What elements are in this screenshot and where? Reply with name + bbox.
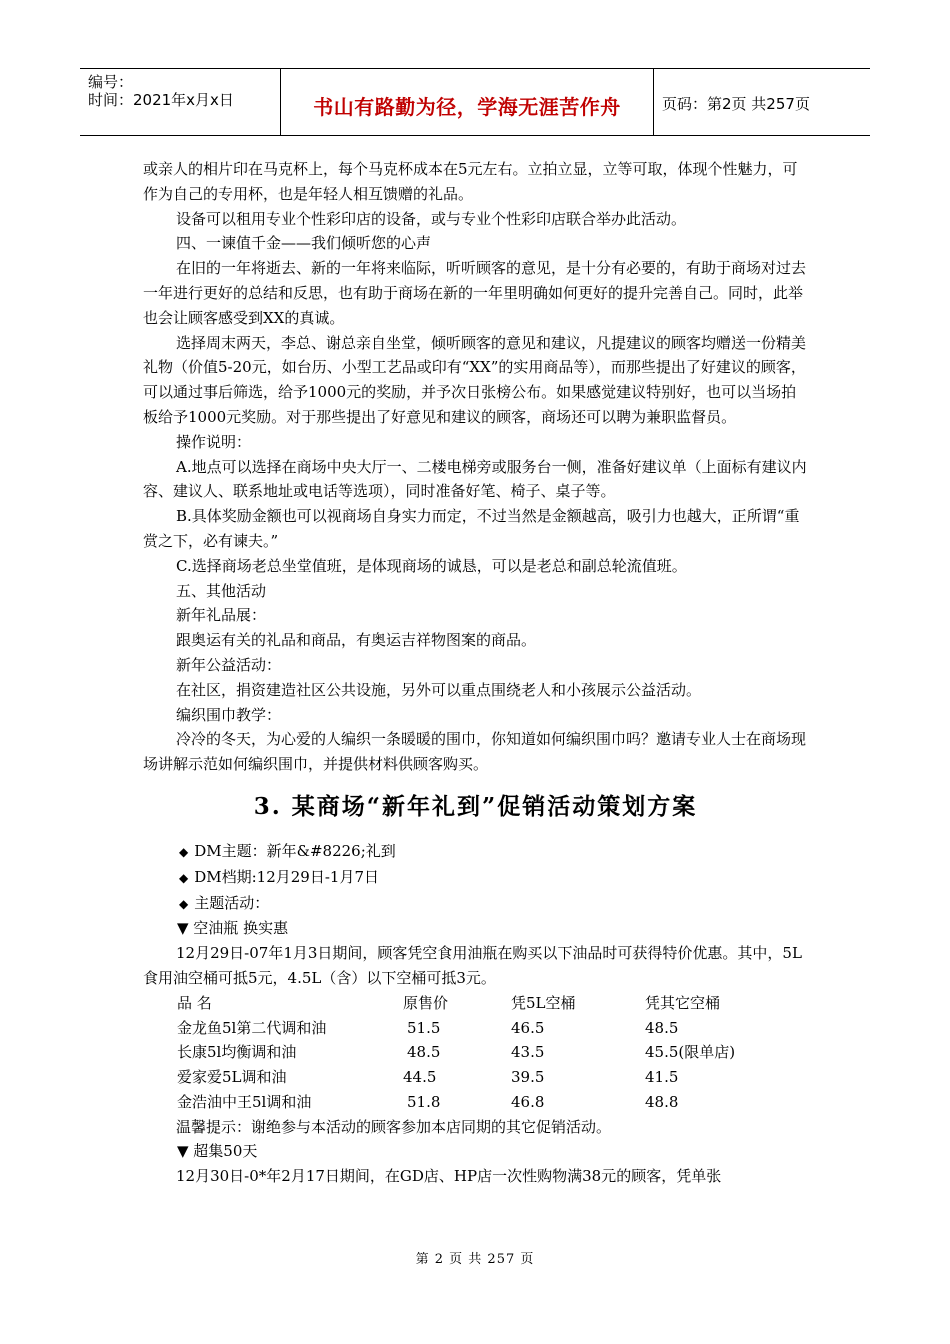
page-info: 页码：第2页 共257页 xyxy=(662,95,810,113)
section-title: 3. 某商场“新年礼到”促销活动策划方案 xyxy=(253,792,698,820)
table-cell: 51.5 xyxy=(407,1018,441,1037)
header-motto-cell xyxy=(281,69,654,135)
paragraph: 操作说明： xyxy=(176,432,252,451)
table-cell: 44.5 xyxy=(403,1068,437,1087)
table-cell: 46.5 xyxy=(511,1018,545,1037)
section-heading: 四、一谏值千金——我们倾听您的心声 xyxy=(176,234,432,253)
diamond-bullet-icon: ◆ xyxy=(179,870,189,885)
table-row xyxy=(177,1065,735,1090)
header-meta-cell xyxy=(80,69,281,135)
paragraph: 在旧的一年将逝去、新的一年将来临际，听听顾客的意见，是十分有必要的，有助于商场对过去一年进行更好的总结和反思，也有助于商场在新的一年里明确如何更好的提升完善自己。同时，此举也会让顾客感受到XX的真诚。 xyxy=(143,259,807,327)
table-cell: 51.8 xyxy=(407,1092,441,1111)
oil-price-table xyxy=(177,991,735,1115)
page-header xyxy=(80,68,870,136)
document-date: 时间：2021年x月x日 xyxy=(88,91,234,109)
table-cell: 46.8 xyxy=(511,1092,545,1111)
diamond-bullet-icon: ◆ xyxy=(179,844,189,859)
paragraph: A.地点可以选择在商场中央大厅一、二楼电梯旁或服务台一侧，准备好建议单（上面标有建议内容、建议人、联系地址或电话等选项），同时准备好笔、椅子、桌子等。 xyxy=(143,457,807,501)
list-item: ◆ DM主题：新年&#8226;礼到 xyxy=(179,841,396,860)
list-item: ◆ 主题活动： xyxy=(179,893,270,912)
paragraph: B.具体奖励金额也可以视商场自身实力而定，不过当然是金额越高，吸引力也越大，正所谓“重赏之下，必有谏夫。” xyxy=(143,507,800,550)
paragraph: 新年公益活动： xyxy=(176,655,282,674)
table-header-row xyxy=(177,991,735,1016)
paragraph: 12月29日-07年1月3日期间，顾客凭空食用油瓶在购买以下油品时可获得特价优惠。其中，5L食用油空桶可抵5元，4.5L（含）以下空桶可抵3元。 xyxy=(143,944,802,987)
column-header: 品 名 xyxy=(177,993,212,1012)
page-footer: 第 2 页 共 257 页 xyxy=(415,1252,535,1267)
paragraph: 选择周末两天，李总、谢总亲自坐堂，倾听顾客的意见和建议，凡提建议的顾客均赠送一份精美礼物（价值5-20元，如台历、小型工艺品或印有“XX”的实用商品等），而那些提出了好建议的顾客，可以通过事后筛选，给予1000元的奖励，并予次日张榜公布。如果感觉建议特别好，也可以当场拍板给予1000元奖励。对于那些提出了好意见和建议的顾客，商场还可以聘为兼职监督员。 xyxy=(143,333,807,426)
paragraph: 冷冷的冬天，为心爱的人编织一条暖暖的围巾，你知道如何编织围巾吗？邀请专业人士在商场现场讲解示范如何编织围巾，并提供材料供顾客购买。 xyxy=(143,730,807,774)
table-cell: 爱家爱5L调和油 xyxy=(177,1068,287,1087)
document-body xyxy=(143,157,808,1189)
diamond-bullet-icon: ◆ xyxy=(179,896,189,911)
paragraph: C.选择商场老总坐堂值班，是体现商场的诚恳，可以是老总和副总轮流值班。 xyxy=(176,556,687,575)
table-row xyxy=(177,1040,735,1065)
table-cell: 39.5 xyxy=(511,1068,545,1087)
bullet-list xyxy=(143,839,808,991)
paragraph: 设备可以租用专业个性彩印店的设备，或与专业个性彩印店联合举办此活动。 xyxy=(176,209,687,228)
table-cell: 48.5 xyxy=(407,1043,441,1062)
table-cell: 长康5l均衡调和油 xyxy=(177,1043,297,1062)
tip-text: 温馨提示：谢绝参与本活动的顾客参加本店同期的其它促销活动。 xyxy=(176,1117,612,1136)
table-row xyxy=(177,1016,735,1041)
table-cell: 41.5 xyxy=(645,1068,679,1087)
list-item: ◆ DM档期:12月29日-1月7日 xyxy=(179,867,380,886)
paragraph: 编织围巾教学： xyxy=(176,705,282,724)
table-row xyxy=(177,1090,735,1115)
column-header: 原售价 xyxy=(403,993,449,1012)
paragraph: 跟奥运有关的礼品和商品，有奥运吉祥物图案的商品。 xyxy=(176,631,537,650)
table-cell: 金浩油中王5l调和油 xyxy=(177,1092,312,1111)
activity-title: ▼ 超集50天 xyxy=(177,1142,258,1161)
document-number: 编号： xyxy=(88,73,134,91)
header-page-cell xyxy=(654,69,870,135)
table-cell: 金龙鱼5l第二代调和油 xyxy=(177,1018,327,1037)
column-header: 凭5L空桶 xyxy=(511,993,576,1012)
table-cell: 48.5 xyxy=(645,1018,679,1037)
table-cell: 45.5(限单店) xyxy=(645,1043,736,1062)
motto: 书山有路勤为径，学海无涯苦作舟 xyxy=(313,95,621,119)
paragraph: 新年礼品展： xyxy=(176,606,267,625)
column-header: 凭其它空桶 xyxy=(645,993,721,1012)
table-cell: 43.5 xyxy=(511,1043,545,1062)
paragraph: 12月30日-0*年2月17日期间，在GD店、HP店一次性购物满38元的顾客，凭单张 xyxy=(176,1167,722,1186)
paragraph: 在社区，捐资建造社区公共设施，另外可以重点围绕老人和小孩展示公益活动。 xyxy=(176,680,702,699)
activity-title: ▼ 空油瓶 换实惠 xyxy=(177,919,289,938)
table-cell: 48.8 xyxy=(645,1092,679,1111)
paragraph: 或亲人的相片印在马克杯上，每个马克杯成本在5元左右。立拍立显，立等可取，体现个性魅力，可作为自己的专用杯，也是年轻人相互馈赠的礼品。 xyxy=(143,160,798,203)
section-heading: 五、其他活动 xyxy=(176,581,267,600)
